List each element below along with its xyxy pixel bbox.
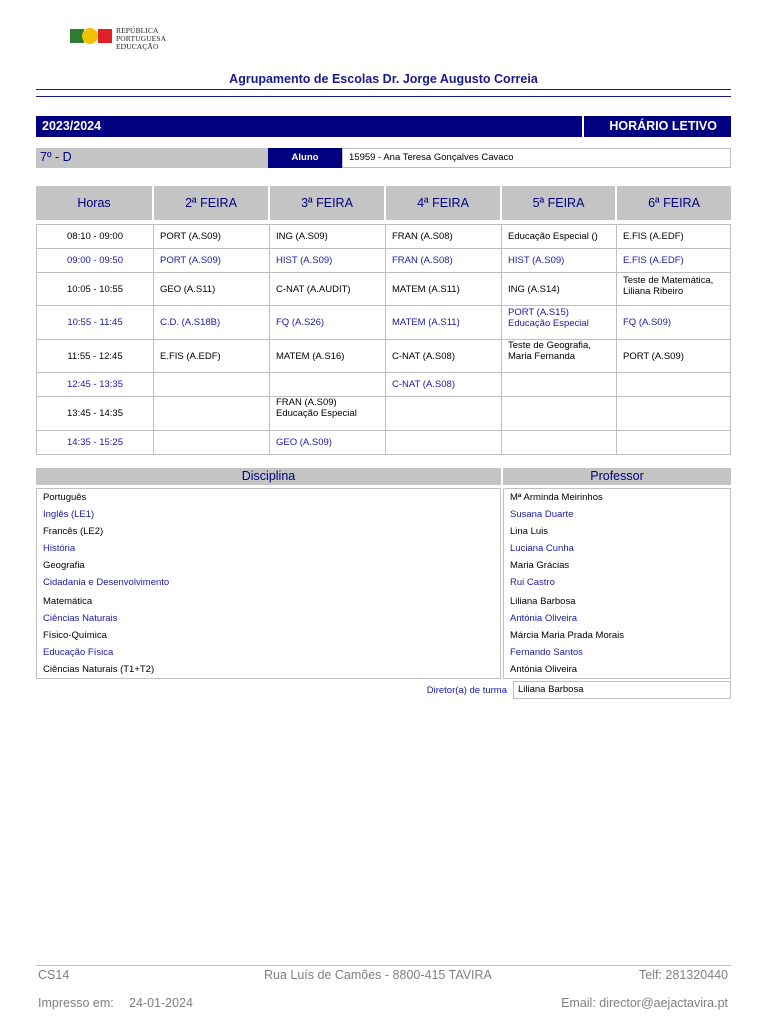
timetable-row [37, 273, 730, 306]
footer-code: CS14 [38, 968, 70, 982]
lesson-cell: Teste de Geografia, Maria Fernanda [502, 340, 617, 372]
lesson-cell: ING (A.S09) [270, 225, 386, 248]
lesson-cell: PORT (A.S15) Educação Especial [502, 306, 617, 339]
logo-text [116, 27, 166, 51]
subject-item: História [43, 543, 76, 554]
timetable-row [37, 397, 730, 431]
teacher-item: Susana Duarte [510, 509, 574, 520]
teacher-item: Antónia Oliveira [510, 664, 578, 675]
subject-item: Educação Física [43, 647, 114, 658]
lesson-cell: FRAN (A.S09) Educação Especial [270, 397, 386, 430]
lesson-cell: E.FIS (A.EDF) [154, 340, 270, 372]
lesson-cell: MATEM (A.S11) [386, 273, 502, 305]
lesson-cell [502, 373, 617, 396]
lesson-cell [386, 431, 502, 454]
subject-item: Matemática [43, 596, 93, 607]
lesson-cell [386, 397, 502, 430]
lesson-cell: Teste de Matemática, Liliana Ribeiro [623, 275, 714, 297]
lesson-cell: E.FIS (A.EDF) [623, 255, 684, 266]
timetable-row [37, 373, 730, 397]
teacher-item: Rui Castro [510, 577, 555, 588]
time-cell: 09:00 - 09:50 [37, 249, 154, 272]
teacher-item: Fernando Santos [510, 647, 583, 658]
lesson-cell [154, 397, 270, 430]
lesson-cell: ING (A.S14) [502, 273, 617, 305]
teacher-column [503, 488, 731, 679]
student-label: Aluno [268, 148, 342, 168]
lesson-cell [617, 373, 730, 396]
school-year: 2023/2024 [42, 119, 102, 133]
teacher-item: Mª Arminda Meirinhos [510, 492, 603, 503]
lesson-cell: Educação Especial () [502, 225, 617, 248]
lesson-cell: PORT (A.S09) [623, 350, 684, 362]
time-cell: 13:45 - 14:35 [37, 397, 154, 430]
lesson-cell: PORT (A.S09) [154, 249, 270, 272]
header-subject: Disciplina [36, 468, 501, 485]
timetable-grid [36, 224, 731, 455]
lesson-cell: GEO (A.S11) [154, 273, 270, 305]
lesson-cell: C.D. (A.S18B) [154, 306, 270, 339]
class-box [36, 148, 268, 168]
subject-item: Francês (LE2) [43, 526, 104, 537]
lesson-cell: E.FIS (A.EDF) [623, 231, 684, 242]
lesson-cell [154, 373, 270, 396]
time-cell: 11:55 - 12:45 [37, 340, 154, 372]
student-value: 15959 - Ana Teresa Gonçalves Cavaco [342, 148, 731, 168]
time-cell: 14:35 - 15:25 [37, 431, 154, 454]
teacher-item: Luciana Cunha [510, 543, 574, 554]
logo-line-1: REPÚBLICA [116, 26, 159, 35]
lesson-cell: MATEM (A.S11) [386, 306, 502, 339]
lesson-cell: GEO (A.S09) [270, 431, 386, 454]
header-hours: Horas [36, 186, 152, 220]
timetable-row [37, 306, 730, 340]
subject-item: Físico-Química [43, 630, 107, 641]
time-cell: 12:45 - 13:35 [37, 373, 154, 396]
lesson-cell: C-NAT (A.AUDIT) [270, 273, 386, 305]
lesson-cell [270, 373, 386, 396]
header-monday: 2ª FEIRA [154, 186, 268, 220]
header-tuesday: 3ª FEIRA [270, 186, 384, 220]
lesson-cell: MATEM (A.S16) [270, 340, 386, 372]
subject-column [36, 488, 501, 679]
title-divider-bottom [36, 96, 731, 97]
lesson-cell: FRAN (A.S08) [386, 249, 502, 272]
header-teacher: Professor [503, 468, 731, 485]
lesson-cell [502, 431, 617, 454]
lesson-cell: C-NAT (A.S08) [386, 340, 502, 372]
lesson-cell [154, 431, 270, 454]
lesson-cell: PORT (A.S09) [154, 225, 270, 248]
lesson-cell [502, 397, 617, 430]
lesson-cell [617, 431, 730, 454]
year-bar [36, 116, 731, 137]
teacher-item: Liliana Barbosa [510, 596, 576, 607]
subject-item: Inglês (LE1) [43, 509, 95, 520]
footer-phone: Telf: 281320440 [639, 968, 728, 982]
time-cell: 08:10 - 09:00 [37, 225, 154, 248]
disciplines-table [36, 488, 731, 679]
teacher-item: Maria Grácias [510, 560, 570, 571]
timetable-row [37, 431, 730, 454]
lesson-cell: C-NAT (A.S08) [386, 373, 502, 396]
header-wednesday: 4ª FEIRA [386, 186, 500, 220]
disciplines-header [36, 468, 731, 485]
timetable-row [37, 249, 730, 273]
school-title: Agrupamento de Escolas Dr. Jorge Augusto Correia [229, 72, 538, 86]
republica-portuguesa-logo [70, 27, 180, 51]
timetable-row [37, 340, 730, 373]
logo-yellow-circle [82, 28, 98, 44]
year-bar-separator [582, 116, 584, 137]
class-director-value: Liliana Barbosa [513, 681, 731, 699]
header-thursday: 5ª FEIRA [502, 186, 615, 220]
lesson-cell: HIST (A.S09) [270, 249, 386, 272]
footer-address: Rua Luís de Camões - 8800-415 TAVIRA [264, 968, 492, 982]
time-cell: 10:55 - 11:45 [37, 306, 154, 339]
subject-item: Cidadania e Desenvolvimento [43, 577, 170, 588]
footer-divider [36, 965, 731, 966]
title-divider-top [36, 89, 731, 90]
teacher-item: Antónia Oliveira [510, 613, 578, 624]
schedule-type: HORÁRIO LETIVO [609, 119, 717, 133]
logo-line-3: EDUCAÇÃO [116, 42, 159, 51]
subject-item: Geografia [43, 560, 85, 571]
lesson-cell [617, 397, 730, 430]
subject-item: Ciências Naturais (T1+T2) [43, 664, 155, 675]
time-cell: 10:05 - 10:55 [37, 273, 154, 305]
teacher-item: Lina Luis [510, 526, 549, 537]
class-name: 7º - D [40, 150, 72, 164]
class-director-label: Diretor(a) de turma [426, 685, 507, 696]
timetable-row [37, 225, 730, 249]
teacher-item: Márcia Maria Prada Morais [510, 630, 625, 641]
footer-printed-label: Impresso em: [38, 996, 114, 1010]
lesson-cell: HIST (A.S09) [502, 249, 617, 272]
footer-printed-date: 24-01-2024 [129, 996, 193, 1010]
footer-email: Email: director@aejactavira.pt [561, 996, 728, 1010]
lesson-cell: FRAN (A.S08) [386, 225, 502, 248]
subject-item: Ciências Naturais [43, 613, 118, 624]
header-friday: 6ª FEIRA [617, 186, 731, 220]
timetable-header [36, 186, 731, 220]
lesson-cell: FQ (A.S26) [270, 306, 386, 339]
logo-red-square [98, 29, 112, 43]
logo-line-2: PORTUGUESA [116, 34, 167, 43]
subject-item: Português [43, 492, 87, 503]
lesson-cell: FQ (A.S09) [623, 317, 672, 328]
